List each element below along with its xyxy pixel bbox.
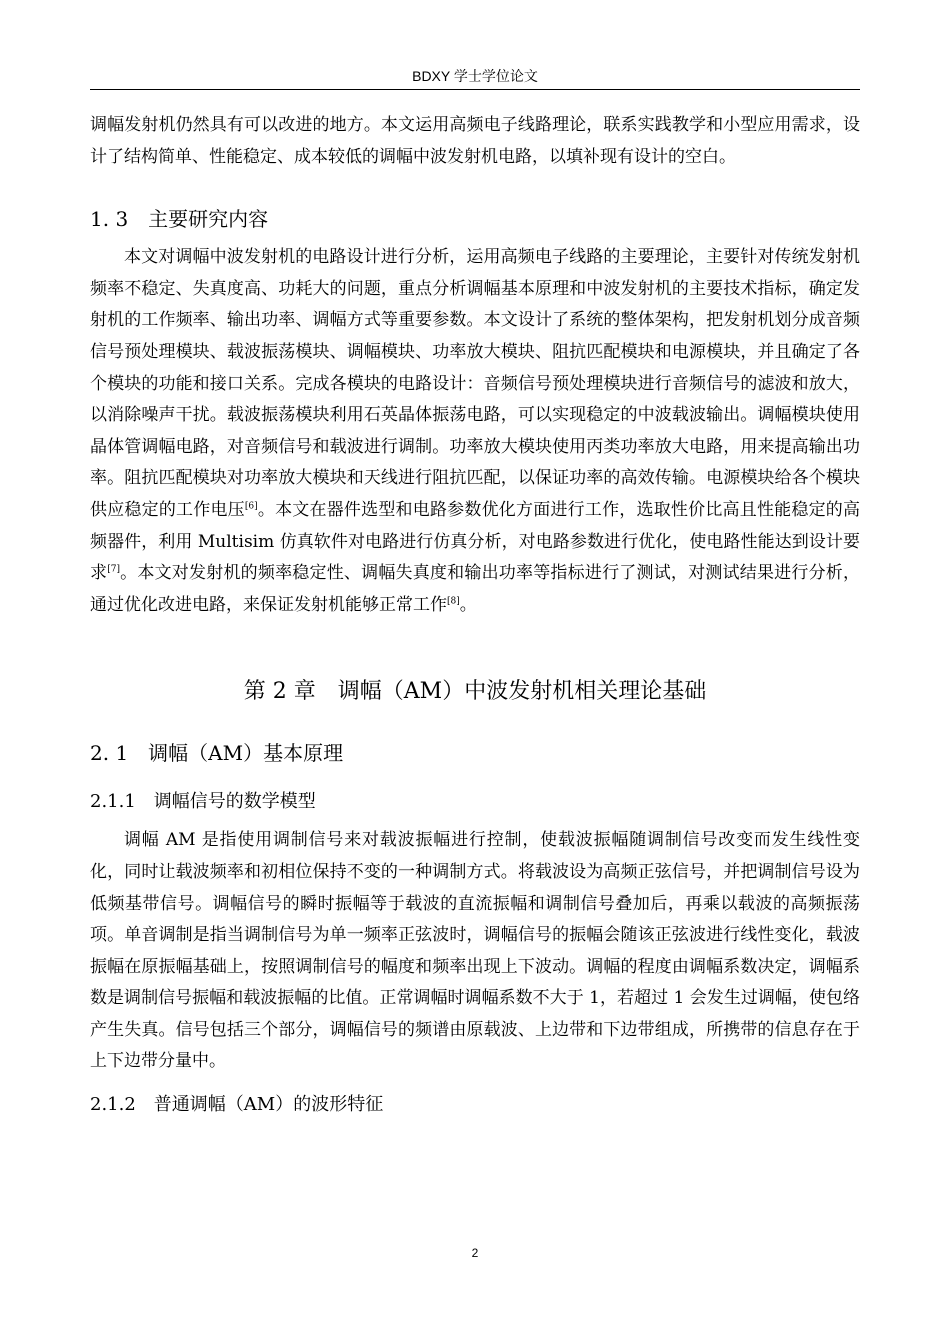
intro-paragraph: 调幅发射机仍然具有可以改进的地方。本文运用高频电子线路理论，联系实践教学和小型应用需求，设计了结构简单、性能稳定、成本较低的调幅中波发射机电路，以填补现有设计的空白。 xyxy=(90,115,860,167)
page-number: 2 xyxy=(471,1246,479,1260)
paragraph-text-part1: 本文对调幅中波发射机的电路设计进行分析，运用高频电子线路的主要理论，主要针对传统发射机频率不稳定、失真度高、功耗大的问题，重点分析调幅基本原理和中波发射机的主要技术指标，确定发射机的工作频率、输出功率、调幅方式等重要参数。本文设计了系统的整体架构，把发射机划分成音频信号预处理模块、载波振荡模块、调幅模块、功率放大模块、阻抗匹配模块和电源模块，并且确定了各个模块的功能和接口关系。完成各模块的电路设计：音频信号预处理模块进行音频信号的滤波和放大，以消除噪声干扰。载波振荡模块利用石英晶体振荡电路，可以实现稳定的中波载波输出。调幅模块使用晶体管调幅电路，对音频信号和载波进行调制。功率放大模块使用丙类功率放大电路，用来提高输出功率。阻抗匹配模块对功率放大模块和天线进行阻抗匹配，以保证功率的高效传输。电源模块给各个模块供应稳定的工作电压 xyxy=(90,247,860,520)
paragraph-text-part4: 。 xyxy=(459,594,477,615)
paragraph-text-part3: 。本文对发射机的频率稳定性、调幅失真度和输出功率等指标进行了测试，对测试结果进行分析，通过优化改进电路，来保证发射机能够正常工作 xyxy=(90,563,861,615)
page-body xyxy=(90,110,860,1118)
chapter-heading-2: 第 2 章 调幅（AM）中波发射机相关理论基础 xyxy=(243,679,707,705)
running-header: BDXY 学士学位论文 xyxy=(412,68,538,84)
citation-7[interactable]: [7] xyxy=(107,564,120,575)
citation-6[interactable]: [6] xyxy=(244,501,258,512)
subsection-heading-2-1-2: 2.1.2 普通调幅（AM）的波形特征 xyxy=(90,1094,384,1116)
citation-8[interactable]: [8] xyxy=(447,596,460,607)
subsection-heading-2-1-1: 2.1.1 调幅信号的数学模型 xyxy=(90,791,316,813)
section-heading-1-3: 1. 3 主要研究内容 xyxy=(90,207,269,232)
section-2-1-1-paragraph: 调幅 AM 是指使用调制信号来对载波振幅进行控制，使载波振幅随调制信号改变而发生线性变化，同时让载波频率和初相位保持不变的一种调制方式。将载波设为高频正弦信号，并把调制信号设为低频基带信号。调幅信号的瞬时振幅等于载波的直流振幅和调制信号叠加后，再乘以载波的高频振荡项。单音调制是指当调制信号为单一频率正弦波时，调幅信号的振幅会随该正弦波进行线性变化，载波振幅在原振幅基础上，按照调制信号的幅度和频率出现上下波动。调幅的程度由调幅系数决定，调幅系数是调制信号振幅和载波振幅的比值。正常调幅时调幅系数不大于 1，若超过 1 会发生过调幅，使包络产生失真。信号包括三个部分，调幅信号的频谱由原载波、上边带和下边带组成，所携带的信息存在于上下边带分量中。 xyxy=(90,830,860,1072)
header-rule xyxy=(90,89,860,90)
section-heading-2-1: 2. 1 调幅（AM）基本原理 xyxy=(90,741,344,766)
paragraph-text-part2: 。本文在器件选型和电路参数优化方面进行工作，选取性价比高且性能稳定的高频器件，利用 Multisim 仿真软件对电路进行仿真分析，对电路参数进行优化，使电路性能达到设计要求 xyxy=(90,499,861,584)
section-1-3-paragraph xyxy=(90,242,860,621)
